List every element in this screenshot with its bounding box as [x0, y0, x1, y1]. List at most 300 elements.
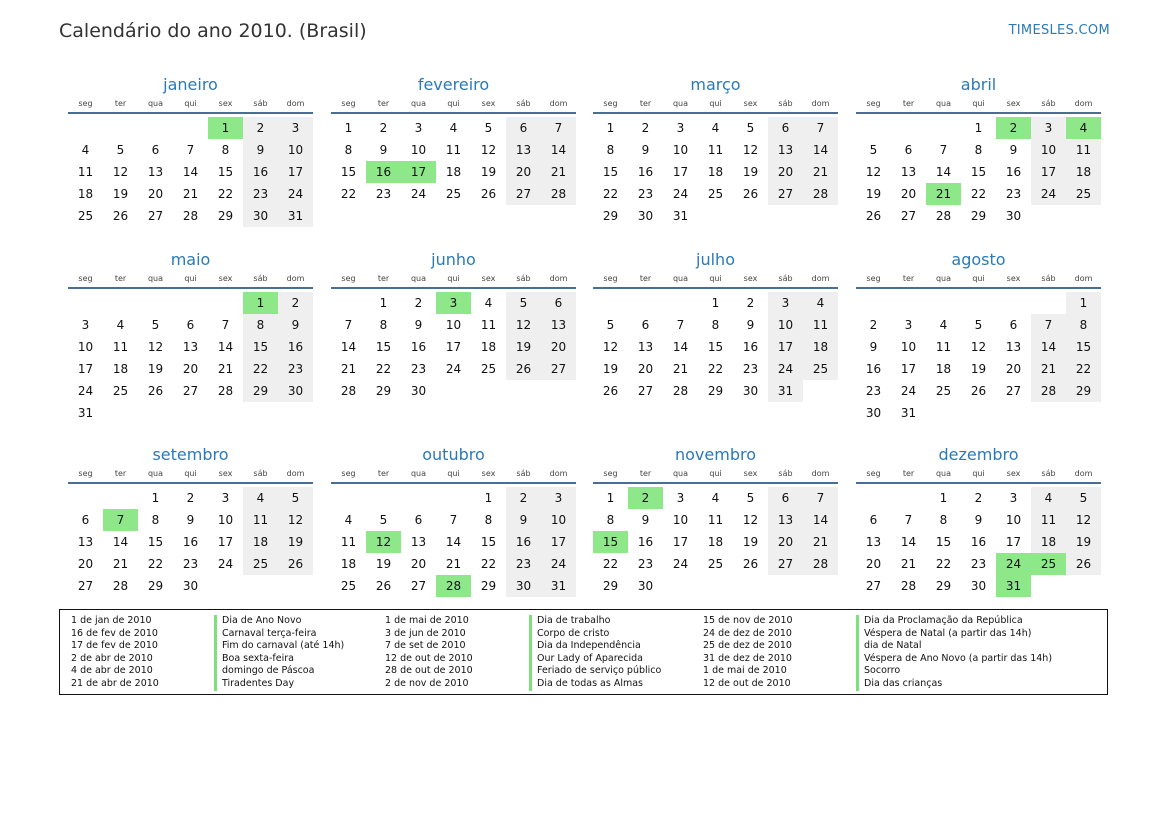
day-cell: 9 — [278, 314, 313, 336]
weekday-label: sáb — [778, 99, 793, 108]
weekday-label: ter — [377, 274, 390, 283]
day-cell: 15 — [480, 535, 497, 549]
day-cell: 25 — [243, 553, 278, 575]
week-row — [856, 314, 1101, 336]
day-cell: 19 — [970, 362, 987, 376]
day-cell: 26 — [970, 384, 987, 398]
day-cell: 20 — [637, 362, 654, 376]
week-row — [856, 139, 1101, 161]
day-cell: 18 — [112, 362, 129, 376]
day-cell: 23 — [637, 187, 654, 201]
empty-day-cell — [103, 117, 138, 139]
day-cell: 14 — [935, 165, 952, 179]
weekday-label: ter — [114, 274, 127, 283]
weekday-label: qui — [709, 274, 722, 283]
week-row — [68, 380, 313, 402]
day-cell: 17 — [672, 535, 689, 549]
weekday-header — [593, 271, 838, 289]
day-cell: 7 — [676, 318, 685, 332]
week-row — [331, 575, 576, 597]
month-name: junho — [431, 250, 476, 269]
day-cell: 7 — [1031, 314, 1066, 336]
day-cell: 27 — [147, 209, 164, 223]
legend-date: 1 de jan de 2010 — [71, 615, 152, 626]
day-cell: 15 — [243, 336, 278, 358]
weekday-label: sex — [743, 469, 758, 478]
day-cell: 28 — [803, 183, 838, 205]
day-cell: 21 — [803, 531, 838, 553]
day-cell: 28 — [541, 183, 576, 205]
day-cell: 25 — [707, 557, 724, 571]
week-row — [331, 117, 576, 139]
day-cell: 5 — [869, 143, 878, 157]
empty-day-cell — [208, 292, 243, 314]
day-cell: 29 — [480, 579, 497, 593]
day-cell: 25 — [445, 187, 462, 201]
day-cell: 7 — [541, 117, 576, 139]
weekday-label: dom — [811, 274, 830, 283]
day-cell: 26 — [147, 384, 164, 398]
day-cell: 3 — [278, 117, 313, 139]
day-cell: 18 — [707, 535, 724, 549]
weekday-label: sáb — [253, 469, 268, 478]
week-row — [331, 358, 576, 380]
legend-date: 15 de nov de 2010 — [703, 615, 793, 626]
weekday-label: ter — [639, 99, 652, 108]
day-cell: 5 — [746, 121, 755, 135]
day-cell: 10 — [672, 513, 689, 527]
day-cell: 17 — [541, 531, 576, 553]
week-row — [593, 205, 838, 227]
weekday-label: qua — [935, 469, 952, 478]
day-cell: 20 — [541, 336, 576, 358]
weekday-label: sex — [481, 274, 496, 283]
day-cell: 21 — [182, 187, 199, 201]
day-cell: 19 — [506, 336, 541, 358]
day-cell: 8 — [711, 318, 720, 332]
week-row — [856, 183, 1101, 205]
day-cell: 29 — [1066, 380, 1101, 402]
day-cell: 22 — [602, 187, 619, 201]
holiday-day-cell: 4 — [1066, 117, 1101, 139]
day-cell: 8 — [606, 143, 615, 157]
empty-day-cell — [103, 487, 138, 509]
weekday-label: seg — [78, 99, 93, 108]
week-row — [593, 487, 838, 509]
legend-date: 24 de dez de 2010 — [703, 627, 792, 639]
day-cell: 27 — [865, 579, 882, 593]
weekday-label: sáb — [1041, 469, 1056, 478]
day-cell: 26 — [278, 553, 313, 575]
holiday-day-cell: 17 — [401, 161, 436, 183]
day-cell: 21 — [672, 362, 689, 376]
weekday-label: seg — [78, 274, 93, 283]
day-cell: 13 — [1005, 340, 1022, 354]
day-cell: 10 — [278, 139, 313, 161]
weekday-label: qua — [410, 99, 427, 108]
day-cell: 9 — [1009, 143, 1018, 157]
day-cell: 3 — [1009, 491, 1018, 505]
day-cell: 24 — [1031, 183, 1066, 205]
day-cell: 16 — [637, 535, 654, 549]
legend-date: 25 de dez de 2010 — [703, 640, 792, 652]
day-cell: 5 — [151, 318, 160, 332]
day-cell: 26 — [480, 187, 497, 201]
week-row — [331, 336, 576, 358]
week-row — [856, 531, 1101, 553]
weekday-label: sáb — [1041, 99, 1056, 108]
month-maio — [68, 249, 313, 424]
month-name: novembro — [675, 445, 756, 464]
week-row — [856, 575, 1101, 597]
day-cell: 22 — [480, 557, 497, 571]
legend-names-column — [529, 615, 661, 691]
day-cell: 11 — [77, 165, 94, 179]
week-row — [593, 336, 838, 358]
empty-day-cell — [926, 117, 961, 139]
week-row — [68, 183, 313, 205]
day-cell: 14 — [112, 535, 129, 549]
month-abril — [856, 74, 1101, 227]
legend-holiday-name: Dia da Independência — [529, 640, 661, 653]
week-row — [331, 161, 576, 183]
day-cell: 31 — [672, 209, 689, 223]
day-cell: 31 — [768, 380, 803, 402]
weekday-label: seg — [341, 99, 356, 108]
day-cell: 9 — [974, 513, 983, 527]
day-cell: 20 — [900, 187, 917, 201]
day-cell: 14 — [1031, 336, 1066, 358]
legend-holiday-name: domingo de Páscoa — [214, 665, 344, 678]
day-cell: 12 — [742, 143, 759, 157]
day-cell: 21 — [803, 161, 838, 183]
day-cell: 10 — [768, 314, 803, 336]
weekday-label: dom — [549, 99, 568, 108]
day-cell: 29 — [602, 579, 619, 593]
site-link[interactable]: TIMESLES.COM — [1008, 23, 1110, 38]
day-cell: 6 — [186, 318, 195, 332]
day-cell: 17 — [672, 165, 689, 179]
weekday-label: ter — [902, 99, 915, 108]
legend-holiday-name: Corpo de cristo — [529, 628, 661, 641]
week-row — [68, 161, 313, 183]
day-cell: 24 — [410, 187, 427, 201]
empty-day-cell — [1031, 292, 1066, 314]
legend-date: 12 de out de 2010 — [385, 652, 473, 664]
day-cell: 17 — [768, 336, 803, 358]
week-row — [856, 161, 1101, 183]
week-row — [331, 292, 576, 314]
day-cell: 18 — [243, 531, 278, 553]
week-row — [593, 553, 838, 575]
day-cell: 13 — [147, 165, 164, 179]
day-cell: 20 — [1005, 362, 1022, 376]
day-cell: 13 — [865, 535, 882, 549]
weekday-label: sex — [1006, 99, 1021, 108]
day-cell: 30 — [637, 579, 654, 593]
day-cell: 12 — [147, 340, 164, 354]
day-cell: 5 — [746, 491, 755, 505]
day-cell: 28 — [803, 553, 838, 575]
day-cell: 6 — [151, 143, 160, 157]
day-cell: 23 — [182, 557, 199, 571]
day-cell: 18 — [707, 165, 724, 179]
day-cell: 3 — [541, 487, 576, 509]
week-row — [856, 117, 1101, 139]
legend-date: 12 de out de 2010 — [703, 677, 791, 689]
day-cell: 20 — [77, 557, 94, 571]
day-cell: 19 — [602, 362, 619, 376]
day-cell: 7 — [904, 513, 913, 527]
day-cell: 16 — [278, 336, 313, 358]
weekday-label: qua — [147, 274, 164, 283]
day-cell: 11 — [803, 314, 838, 336]
weekday-label: seg — [866, 99, 881, 108]
day-cell: 21 — [1031, 358, 1066, 380]
day-cell: 11 — [243, 509, 278, 531]
day-cell: 27 — [506, 183, 541, 205]
day-cell: 8 — [379, 318, 388, 332]
day-cell: 15 — [935, 535, 952, 549]
week-row — [593, 183, 838, 205]
weekday-label: ter — [377, 469, 390, 478]
day-cell: 2 — [641, 121, 650, 135]
day-cell: 14 — [900, 535, 917, 549]
legend-holiday-name: Tiradentes Day — [214, 678, 344, 691]
legend-date: 2 de abr de 2010 — [71, 652, 153, 664]
legend-holiday-name: Dia de todas as Almas — [529, 678, 661, 691]
day-cell: 15 — [970, 165, 987, 179]
holiday-day-cell: 12 — [366, 531, 401, 553]
day-cell: 20 — [147, 187, 164, 201]
day-cell: 21 — [217, 362, 234, 376]
legend-holiday-name: Carnaval terça-feira — [214, 628, 344, 641]
day-cell: 4 — [939, 318, 948, 332]
day-cell: 31 — [541, 575, 576, 597]
day-cell: 3 — [81, 318, 90, 332]
weekday-label: dom — [811, 99, 830, 108]
day-cell: 8 — [606, 513, 615, 527]
day-cell: 28 — [217, 384, 234, 398]
day-cell: 13 — [541, 314, 576, 336]
weekday-label: dom — [1074, 469, 1093, 478]
day-cell: 29 — [217, 209, 234, 223]
legend-date: 16 de fev de 2010 — [71, 627, 158, 639]
weekday-label: sáb — [253, 274, 268, 283]
day-cell: 13 — [506, 139, 541, 161]
day-cell: 7 — [186, 143, 195, 157]
legend-dates-column — [71, 615, 159, 691]
week-row — [856, 205, 1101, 227]
weekday-label: dom — [286, 274, 305, 283]
week-row — [68, 509, 313, 531]
day-cell: 22 — [217, 187, 234, 201]
weekday-label: qua — [410, 274, 427, 283]
empty-day-cell — [436, 487, 471, 509]
day-cell: 30 — [278, 380, 313, 402]
day-cell: 6 — [81, 513, 90, 527]
weekday-label: sex — [1006, 274, 1021, 283]
day-cell: 18 — [935, 362, 952, 376]
day-cell: 24 — [768, 358, 803, 380]
empty-day-cell — [68, 487, 103, 509]
legend-names-column — [214, 615, 344, 691]
empty-day-cell — [926, 292, 961, 314]
day-cell: 24 — [541, 553, 576, 575]
month-name: outubro — [422, 445, 485, 464]
day-cell: 23 — [410, 362, 427, 376]
weekday-label: sex — [743, 99, 758, 108]
day-cell: 19 — [375, 557, 392, 571]
day-cell: 15 — [1066, 336, 1101, 358]
day-cell: 6 — [414, 513, 423, 527]
day-cell: 11 — [935, 340, 952, 354]
day-cell: 21 — [445, 557, 462, 571]
weekday-label: sáb — [778, 274, 793, 283]
weekday-label: ter — [114, 469, 127, 478]
weekday-header — [68, 271, 313, 289]
legend-date: 7 de set de 2010 — [385, 640, 466, 652]
day-cell: 3 — [414, 121, 423, 135]
day-cell: 27 — [768, 553, 803, 575]
day-cell: 12 — [278, 509, 313, 531]
weekday-label: qua — [672, 469, 689, 478]
weekday-label: ter — [902, 274, 915, 283]
day-cell: 16 — [182, 535, 199, 549]
day-cell: 14 — [672, 340, 689, 354]
weekday-header — [856, 271, 1101, 289]
week-row — [331, 553, 576, 575]
day-cell: 18 — [340, 557, 357, 571]
weekday-label: qui — [972, 274, 985, 283]
holiday-day-cell: 3 — [436, 292, 471, 314]
empty-day-cell — [331, 487, 366, 509]
holiday-day-cell: 25 — [1031, 553, 1066, 575]
day-cell: 8 — [974, 143, 983, 157]
day-cell: 5 — [974, 318, 983, 332]
empty-day-cell — [138, 117, 173, 139]
weekday-label: seg — [603, 99, 618, 108]
day-cell: 10 — [541, 509, 576, 531]
day-cell: 5 — [606, 318, 615, 332]
weekday-label: qua — [672, 99, 689, 108]
day-cell: 27 — [768, 183, 803, 205]
legend-holiday-name: Feriado de serviço público — [529, 665, 661, 678]
day-cell: 24 — [445, 362, 462, 376]
day-cell: 23 — [375, 187, 392, 201]
week-row — [68, 314, 313, 336]
legend-date: 31 de dez de 2010 — [703, 652, 792, 664]
day-cell: 22 — [340, 187, 357, 201]
legend-holiday-name: Dia de trabalho — [529, 615, 661, 628]
day-cell: 9 — [746, 318, 755, 332]
day-cell: 28 — [340, 384, 357, 398]
day-cell: 11 — [480, 318, 497, 332]
day-cell: 19 — [147, 362, 164, 376]
week-row — [331, 531, 576, 553]
empty-day-cell — [856, 292, 891, 314]
day-cell: 22 — [1066, 358, 1101, 380]
day-cell: 5 — [379, 513, 388, 527]
day-cell: 13 — [768, 509, 803, 531]
day-cell: 2 — [379, 121, 388, 135]
legend-date: 1 de mai de 2010 — [703, 665, 787, 677]
day-cell: 8 — [1066, 314, 1101, 336]
weekday-label: qui — [184, 469, 197, 478]
day-cell: 2 — [243, 117, 278, 139]
day-cell: 4 — [243, 487, 278, 509]
day-cell: 17 — [278, 161, 313, 183]
weekday-header — [593, 96, 838, 114]
week-row — [68, 139, 313, 161]
day-cell: 30 — [637, 209, 654, 223]
day-cell: 29 — [707, 384, 724, 398]
day-cell: 29 — [375, 384, 392, 398]
day-cell: 9 — [869, 340, 878, 354]
month-name: fevereiro — [417, 75, 490, 94]
weekday-label: sáb — [778, 469, 793, 478]
weekday-label: dom — [286, 469, 305, 478]
weekday-label: qui — [447, 274, 460, 283]
legend-date: 1 de mai de 2010 — [385, 615, 469, 626]
weekday-label: qui — [184, 274, 197, 283]
holiday-day-cell: 2 — [628, 487, 663, 509]
day-cell: 9 — [379, 143, 388, 157]
legend-holiday-name: Dia das crianças — [856, 678, 1052, 691]
day-cell: 10 — [445, 318, 462, 332]
day-cell: 10 — [1005, 513, 1022, 527]
day-cell: 5 — [484, 121, 493, 135]
weekday-label: qua — [410, 469, 427, 478]
day-cell: 20 — [410, 557, 427, 571]
day-cell: 4 — [81, 143, 90, 157]
day-cell: 8 — [151, 513, 160, 527]
day-cell: 14 — [182, 165, 199, 179]
day-cell: 6 — [768, 117, 803, 139]
weekday-label: ter — [639, 469, 652, 478]
day-cell: 22 — [707, 362, 724, 376]
day-cell: 30 — [506, 575, 541, 597]
legend-date: 4 de abr de 2010 — [71, 665, 153, 677]
day-cell: 6 — [641, 318, 650, 332]
month-name: dezembro — [938, 445, 1019, 464]
day-cell: 25 — [77, 209, 94, 223]
month-julho — [593, 249, 838, 402]
weekday-label: seg — [866, 469, 881, 478]
legend-names-column — [856, 615, 1052, 691]
day-cell: 19 — [742, 165, 759, 179]
day-cell: 7 — [221, 318, 230, 332]
day-cell: 26 — [506, 358, 541, 380]
day-cell: 22 — [602, 557, 619, 571]
day-cell: 30 — [182, 579, 199, 593]
day-cell: 18 — [803, 336, 838, 358]
day-cell: 25 — [340, 579, 357, 593]
day-cell: 18 — [1066, 161, 1101, 183]
week-row — [593, 509, 838, 531]
day-cell: 12 — [480, 143, 497, 157]
day-cell: 23 — [1005, 187, 1022, 201]
day-cell: 6 — [1009, 318, 1018, 332]
week-row — [856, 380, 1101, 402]
legend-date: 17 de fev de 2010 — [71, 640, 158, 652]
day-cell: 27 — [900, 209, 917, 223]
day-cell: 30 — [410, 384, 427, 398]
day-cell: 19 — [865, 187, 882, 201]
day-cell: 25 — [1066, 183, 1101, 205]
month-name: julho — [696, 250, 735, 269]
weekday-label: sáb — [516, 274, 531, 283]
